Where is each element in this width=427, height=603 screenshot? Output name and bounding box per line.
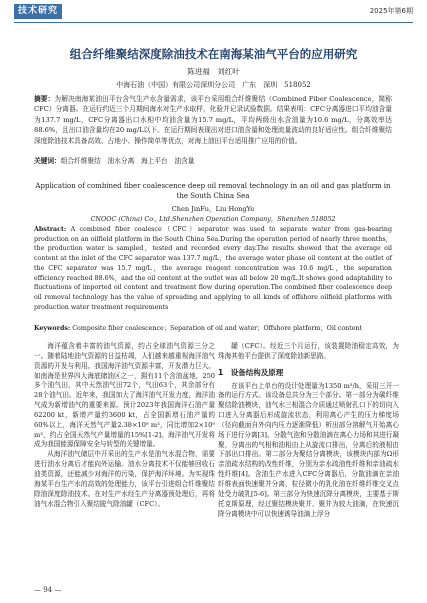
column-tag: 技术研究 [14, 4, 62, 19]
authors: 陈进福 刘红叶 [187, 67, 240, 76]
en-keywords-text: Composite fiber coalescence；Separation of oil and water；Offshore platform；Oil content [72, 325, 363, 332]
header-rule [14, 22, 413, 23]
en-abstract-text: A combined fiber coalesce（CFC）separator was used to separate water from gas-bearing production on an oilfield platform in the South China Sea.During the operation period of nearly three months，the production water is sampled，tested and recorded every day.The results showed that the average oil content at the inlet of the CFC separator was 137.7 mg/L，the average water phase oil content at the outlet of the CFC separator was 15.7 mg/L，the average reagent concentration was 10.6 mg/L，the separation efficiency reached 88.6%，and the oil content at the outlet was all below 20 mg/L.It shows good adaptability to fluctuations of imported oil content and treatment flow during operation.The combined fiber coalescence deep oil removal technology has the value of spreading and applying to all kinds of offshore oilfield platforms with production water treatment requirements [34, 226, 392, 311]
en-keywords [34, 324, 392, 334]
cn-abstract-text: 为解决南海某油田平台含气生产水含量需求，该平台采用组合纤维聚结（Combined Fiber Coalescence，简称CFC）分离器。在运行约近三个月期间海水对生产水取样，化验并记录试验数据。结果表明：CFC分离器进口平均油含量为137.7 mg/L，CFC分离器出口水相中均油含量为15.7 mg/L，平均两级出水含油量为10.6 mg/L，分离效率达88.6%，且出口油含量均在20 mg/L以下。在运行期间表现出对进口油含量和处理流量波动的良好适应性。组合纤维聚结深度除油技术具备高效、占地小、操作简单等优点，对海上油田平台适用推广应用的价值。 [34, 95, 392, 145]
page-header [0, 0, 427, 22]
body-left-column [34, 342, 215, 509]
en-keywords-label: Keywords: [34, 325, 71, 332]
body-paragraph: 在该平台上单台的设计处理量为1350 m³/h，采用三开一备的运行方式。该设备总共分为三个部分。第一部分为碳纤维聚结除油模块，油气水三相混合介质通过喷射孔口下的切向入口进入分离器后形成旋流状态，利用离心产生的压力梯度场（径向截面自外向内压力逐渐降低）析出部分溶解气开始离心场下进行分离[3]。分散气泡和分散油滴在离心力场和其进行凝聚，分离出的气相和油相由上从旋流口排出，分离后的液相由下部出口排出。第二部分为聚结分离模块，该模块内部为Ω形亲油疏水结构的改性纤维，分别为亲水疏油性纤维和亲油疏水性纤维[4]。含油生产水进入CFC分离器后，分散油滴在亲油纤维表面快速聚并分离，粒径微小的乳化油在纤维纤维交叉点处受力破乳[5-6]。第三部分为快速沉降分离模块，主要基于斯托克斯原理，经过聚结模块聚并、聚并为较大油滴，在快速沉降分离模块中可以快速诱导油滴上浮分 [218, 381, 399, 518]
en-title: Application of combined fiber coalescence deep oil removal technology in an oil and gas platform in the South China Sea [35, 182, 391, 200]
cn-keywords-text: 组合纤维聚结 油水分离 海上平台 油含量 [60, 157, 195, 165]
affiliation: 中海石油（中国）有限公司深圳分公司 广东 深圳 518052 [116, 81, 311, 89]
cn-keywords [34, 156, 392, 166]
issue-label: 2025年第6期 [369, 7, 413, 15]
cn-abstract [34, 94, 392, 146]
body-paragraph: 从海洋油气储层中开采出的生产水是油气水混合物，需要进行油水分离后才能向外运输。油水分离技术不仅能够回收石油类资源，还能减少对海洋的污染，保护海洋环境。为实现珠海某平台生产水的高效的处理能力，该平台引进组合纤维聚结除油深度除油技术。在对生产水经生产分离器预处理后，再将油气水混合物引入聚结脱气除油罐（CFC）。 [34, 450, 215, 508]
en-authors: Chen JinFu，Liu HongYe [171, 205, 255, 213]
en-abstract [34, 225, 392, 312]
body-paragraph: 罐（CFC）。经近三个月运行，该装置除油稳定高效，为珠海其他平台提供了深度除油新思路。 [218, 342, 399, 360]
page-number: — 94 — [34, 586, 62, 594]
cn-keywords-label: 关键词： [34, 157, 61, 165]
body-right-column [218, 342, 399, 519]
en-affiliation: CNOOC (China) Co., Ltd.Shenzhen Operation Company，Shenzhen 518052 [90, 215, 336, 223]
paper-title: 组合纤维聚结深度除油技术在南海某油气平台的应用研究 [69, 47, 358, 61]
cn-abstract-label: 摘要： [34, 95, 55, 103]
body-paragraph: 海洋蕴含着丰富的油气资源，约占全球油气资源三分之一。随着陆地油气资源的日益枯竭，人们越来越重视海洋油气资源的开发与利用。我国海洋油气资源丰富，开发潜力巨大。如南海是世界四大海底储油区之一，拥有11个含油盆地，250多个油气田，其中天然油气田72个，气田63个，其余部分有28个油气田。近年来，我国加大了海洋油气开发力度，海洋油气成为新增油气的重要来源。预计2023年我国海洋石油产量62200 kt，新增产量约3600 kt，占全国新增石油产量的60%以上，海洋天然气产量2.38×10⁹ m³，同比增加2×10⁹ m³，约占全国天然气产量增量的15%[1-2]。海洋油气开发将成为我国能源保障安全与转型的关键增量。 [34, 342, 215, 449]
section-heading: 1 设备结构及原理 [218, 367, 284, 377]
en-abstract-label: Abstract: [34, 226, 67, 233]
